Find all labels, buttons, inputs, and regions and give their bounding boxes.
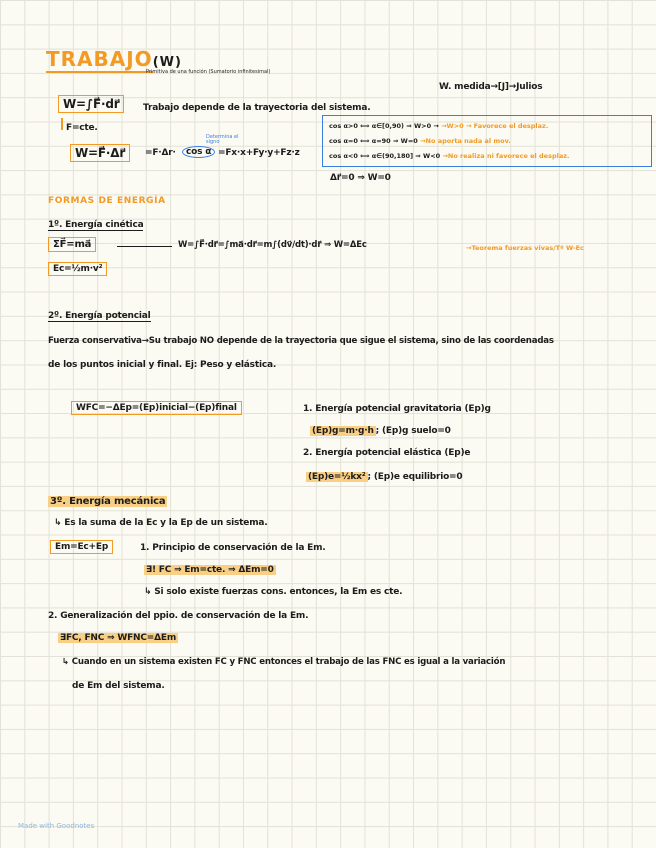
title-main: TRABAJO [46,47,153,71]
goodnotes-watermark: Made with Goodnotes [18,822,95,830]
connector-line [61,118,63,130]
elastic-row [306,472,462,482]
title-sub: (W) [152,55,182,70]
potential-text-1: Fuerza conservativa→Su trabajo NO depende de la trayectoria que sigue el sistema, sino de las coordenadas [48,336,554,346]
principle-2-note-1: ↳ Cuando en un sistema existen FC y FNC entonces el trabajo de las FNC es igual a la variación [62,657,506,667]
gravitational-row [310,426,451,436]
principle-2: 2. Generalización del ppio. de conservación de la Em. [48,611,309,621]
kinetic-heading: 1º. Energía cinética [48,220,144,230]
mechanical-definition: ↳ Es la suma de la Ec y la Ep de un sistema. [54,518,268,528]
principle-2-note-2: de Em del sistema. [72,681,165,691]
kinetic-derivation: W=∫F⃗·dr⃗=∫ma⃗·dr⃗=m∫(dv⃗/dt)·dr⃗ ⇒ W=ΔEc [178,240,367,250]
theorem-note: →Teorema fuerzas vivas/Tº W-Ec [466,244,584,252]
f-constant-label: F=cte. [66,123,98,133]
work-description: Trabajo depende de la trayectoria del sistema. [143,103,371,113]
elastic-formula: (Ep)e=½kx² [308,472,366,482]
principle-1: 1. Principio de conservación de la Em. [140,543,326,553]
section-formas-energia: FORMAS DE ENERGÍA [48,196,166,206]
displacement-zero: Δr⃗=0 ⇒ W=0 [330,173,391,183]
gravitational-title: 1. Energía potencial gravitatoria (Ep)g [303,404,491,414]
arrow-line [117,246,172,247]
mechanical-heading: 3º. Energía mecánica [50,496,166,507]
work-constant-formula: W=F⃗·Δr⃗ [70,144,130,162]
units-note: W. medida→[J]→Julios [439,82,543,92]
work-expand: =F·Δr· [145,148,176,158]
component-formula: =Fx·x+Fy·y+Fz·z [218,148,300,158]
sign-note: Determina el signo [206,134,239,145]
mechanical-energy-formula: Em=Ec+Ep [50,540,113,554]
gravitational-formula: (Ep)g=m·g·h [312,426,374,436]
cos-alpha-circle: cos α [182,146,215,158]
elastic-title: 2. Energía potencial elástica (Ep)e [303,448,471,458]
case-positive: cos α>0 ⟺ α∈[0,90) ⇒ W>0 → →W>0 → Favorece el desplaz. [329,122,549,130]
gravitational-note: ; (Ep)g suelo=0 [375,426,451,436]
elastic-note: ; (Ep)e equilibrio=0 [367,472,463,482]
newton-law: ΣF⃗=ma⃗ [48,237,96,252]
kinetic-energy-formula: Ec=½m·v² [48,262,107,276]
page-title [46,47,182,71]
wfc-formula: WFC=−ΔEp=(Ep)inicial−(Ep)final [71,401,242,415]
case-negative: cos α<0 ⟺ α∈(90,180] ⇒ W<0 →No realiza ni favorece el desplaz. [329,152,570,160]
primitive-note: Primitiva de una función (Sumatorio infinitesimal) [146,69,271,75]
principle-2-formula: ∃FC, FNC ⇒ WFNC=ΔEm [60,633,176,643]
sign-cases-box [322,115,652,167]
principle-1-formula: ∃! FC ⇒ Em=cte. ⇒ ΔEm=0 [146,565,274,575]
potential-text-2: de los puntos inicial y final. Ej: Peso y elástica. [48,360,277,370]
potential-heading: 2º. Energía potencial [48,311,151,321]
case-zero: cos α=0 ⟺ α=90 ⇒ W=0 →No aporta nada al mov. [329,137,511,145]
principle-1-note: ↳ Si solo existe fuerzas cons. entonces, la Em es cte. [144,587,403,597]
work-integral-formula: W=∫F⃗·dr⃗ [58,95,124,113]
